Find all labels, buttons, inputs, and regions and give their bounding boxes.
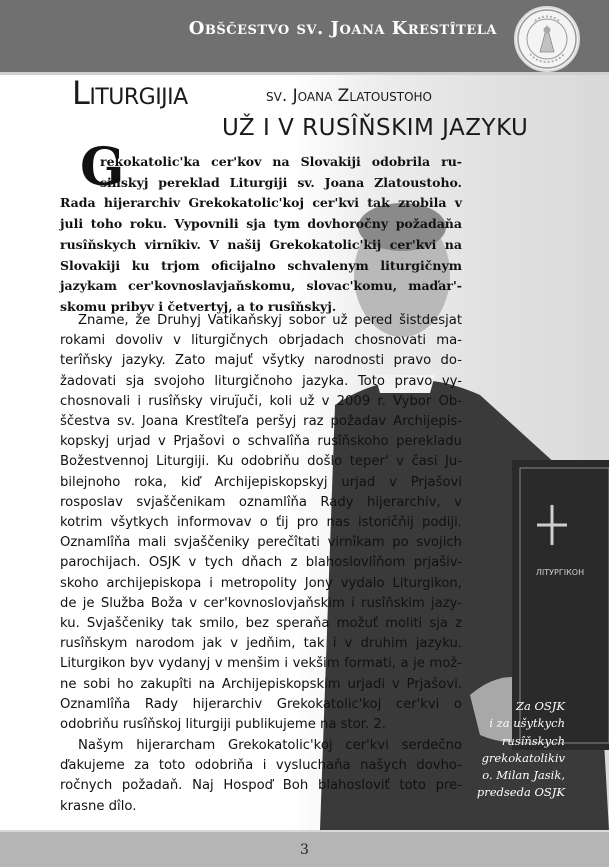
body-line: de je Služba Boža v cer'kovnoslovjaňskim i rusîňskim jazy- — [60, 595, 462, 611]
organization-seal-logo — [514, 6, 580, 72]
body-line: skoho archijepiskopa i metropolity Jony vydalo Liturgikon, — [60, 575, 462, 591]
body-line: Božestvennoj Liturgiji. Ku odobriňu došlo teper' v časi Ju- — [60, 454, 462, 470]
caption-line: o. Milan Jasik, — [482, 768, 565, 783]
body-line: bilejnoho roka, kiď Archijepiskopskyj urjad v Prjašovi — [60, 474, 462, 490]
header-band — [0, 0, 609, 72]
body-line: Liturgikon byv vydanyj v menšim i vekšim formati, a je mož- — [60, 656, 462, 672]
body-line: kotrim všytkych informovav o ťij pro nas istoričňij podiji. — [60, 515, 462, 531]
lead-line: juli toho roku. Vypovnili sja tym dovhoročny požadaňa — [60, 216, 462, 232]
lead-line: Slovakiji ku trjom oficijalno schvalenym liturgičnym — [60, 257, 462, 273]
lead-line: rekokatolic'ka cer'kov na Slovakiji odobrila ru- — [100, 154, 462, 169]
body-line: ku. Svjaščeniky tak smilo, bez speraňa možuť moliti sja z — [60, 616, 462, 632]
closing-paragraph — [60, 736, 462, 817]
article-title: Liturgijia — [72, 74, 188, 112]
closing-line: ďakujeme za toto odobriňa i vysluchaňa našych dovho- — [60, 758, 462, 774]
caption-line: predseda OSJK — [476, 785, 565, 800]
body-paragraph — [60, 311, 462, 735]
body-line: rokami dovoliv v liturgičnych obrjadach chosnovati ma- — [60, 333, 462, 349]
lead-line: jazykam cer'kovnoslavjaňskomu, slovac'komu, maďar'- — [60, 278, 462, 294]
signature-caption — [425, 698, 565, 802]
caption-line: i za ušytkych — [489, 716, 565, 731]
body-line: Oznamlîňa mali svjaščeniky perečîtati virnîkam po svojich — [60, 535, 462, 551]
page-number: 3 — [300, 842, 309, 858]
closing-line: ročnych požadaň. Naj Hospoď Boh blahosloviť toto pre- — [60, 778, 462, 794]
lead-paragraph — [60, 152, 462, 318]
body-line: ne sobi ho zakupîti na Archijepiskopskim urjadi v Prjašovi. — [60, 676, 462, 692]
body-line: odobriňu rusîňskoj liturgiji publikujeme na stor. 2. — [60, 717, 386, 733]
caption-line: Za OSJK — [515, 699, 565, 713]
body-line: rosposlav svjaščenikam oznamlîňa Rady hijerarchiv, v — [60, 494, 462, 510]
drop-cap: G — [80, 137, 125, 198]
lead-line: siňskyj pereklad Liturgiji sv. Joana Zlatoustoho. — [100, 174, 462, 190]
article-title-second-line: UŽ I V RUSÎŇSKIM JAZYKU — [222, 115, 529, 141]
book-title-label: ЛІТУРГІКОН — [535, 568, 585, 577]
body-line: kopskyj urjad v Prjašovi o schvalîňa rusîňskoho perekladu — [60, 434, 462, 450]
body-line: ščestva sv. Joana Krestîteľa peršyj raz požadav Archijepis- — [60, 414, 462, 430]
article-title-subtitle: sv. Joana Zlatoustoho — [266, 86, 432, 106]
lead-line: Rada hijerarchiv Grekokatolic'koj cer'kvi tak zrobila v — [60, 195, 462, 211]
body-line: terîňsky jazyky. Zato majuť všytky narodnosti pravo do- — [60, 353, 462, 369]
closing-line: krasne dîlo. — [60, 798, 137, 814]
caption-line: rusîňskych — [501, 733, 565, 748]
lead-line: rusîňskych virnîkiv. V našij Grekokatolic'kij cer'kvi na — [60, 236, 462, 252]
organization-title: Obščestvo sv. Joana Krestîtela — [188, 18, 497, 39]
body-line: parochijach. OSJK v tych dňach z blahoslovlîňom prjašiv- — [60, 555, 462, 571]
caption-line: grekokatolikiv — [481, 750, 565, 765]
body-line: Oznamlîňa Rady hijerarchiv Grekokatolic'koj cer'kvi o — [60, 696, 462, 712]
closing-line: Našym hijerarcham Grekokatolic'koj cer'kvi serdečno — [78, 738, 462, 753]
footer-band — [0, 832, 609, 867]
body-line: Zname, že Druhyj Vatikaňskyj sobor už pered šistdesjat — [78, 313, 462, 328]
body-line: rusîňskym narodom jak v jedňim, tak i v druhim jazyku. — [60, 636, 462, 652]
body-line: chosnovali i rusîňsky viruj̈uči, koli už v 2009 r. Vybor Ob- — [60, 393, 462, 409]
lead-line: skomu pribyv i četvertyj, a to rusîňskyj. — [60, 298, 337, 314]
body-line: žadovati sja svojoho liturgičnoho jazyka. Toto pravo vy- — [60, 373, 462, 389]
